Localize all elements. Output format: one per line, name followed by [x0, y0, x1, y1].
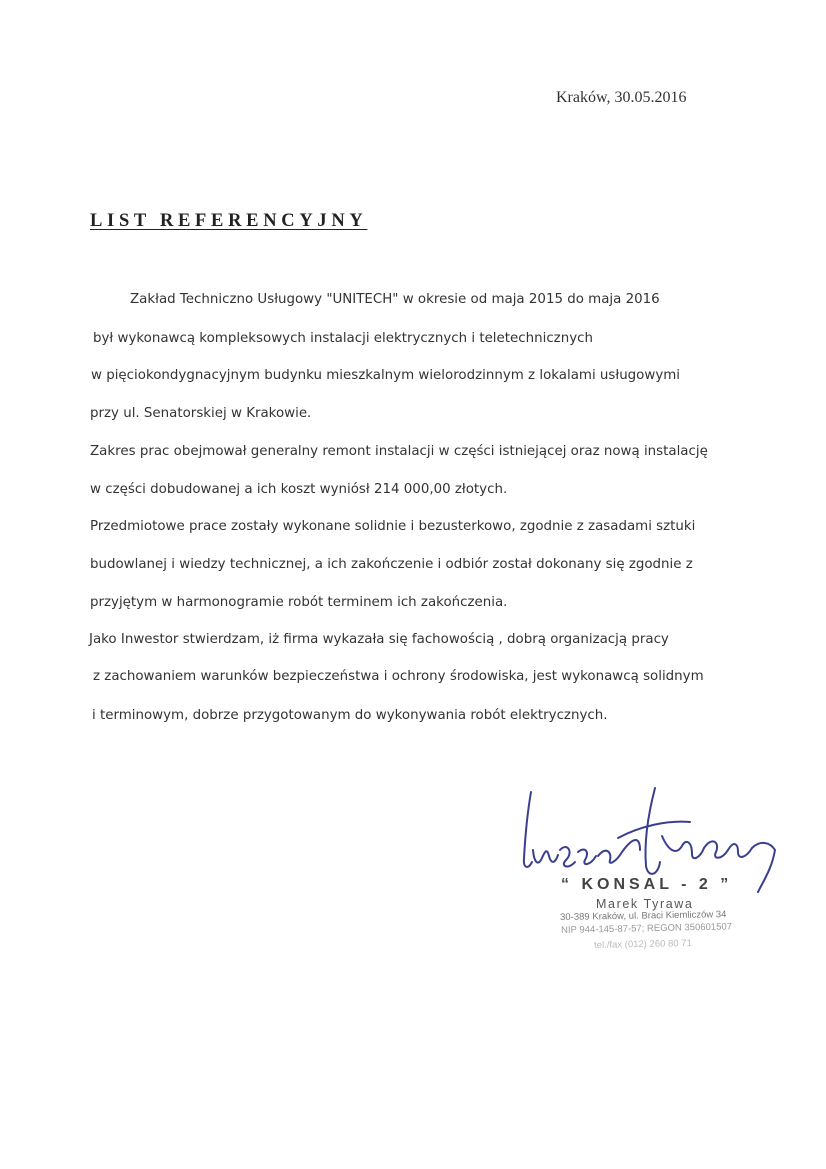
body-line: w części dobudowanej a ich koszt wyniósł 214 000,00 złotych. [90, 482, 508, 497]
body-line: przyjętym w harmonogramie robót terminem ich zakończenia. [90, 595, 508, 610]
stamp-tax-ids: NIP 944-145-87-57; REGON 350601507 [561, 921, 733, 936]
letter-date: Kraków, 30.05.2016 [556, 89, 687, 106]
body-line: Przedmiotowe prace zostały wykonane solidnie i bezusterkowo, zgodnie z zasadami sztuki [90, 519, 696, 534]
body-line: w pięciokondygnacyjnym budynku mieszkalnym wielorodzinnym z lokalami usługowymi [91, 368, 681, 383]
stamp-phone: tel./fax (012) 260 80 71 [594, 937, 692, 951]
body-line: przy ul. Senatorskiej w Krakowie. [90, 406, 312, 421]
letter-title: LIST REFERENCYJNY [90, 211, 368, 231]
body-line: budowlanej i wiedzy technicznej, a ich zakończenie i odbiór został dokonany się zgodnie z [90, 557, 693, 572]
stamp-address: 30-389 Kraków, ul. Braci Kiemliczów 34 [560, 909, 727, 923]
stamp-person-name: Marek Tyrawa [596, 897, 694, 911]
body-line: i terminowym, dobrze przygotowanym do wykonywania robót elektrycznych. [92, 708, 608, 723]
body-line: z zachowaniem warunków bezpieczeństwa i ochrony środowiska, jest wykonawcą solidnym [93, 669, 704, 684]
body-line: Jako Inwestor stwierdzam, iż firma wykazała się fachowością , dobrą organizacją pracy [89, 632, 669, 647]
body-line: Zakres prac obejmował generalny remont instalacji w części istniejącej oraz nową instalację [90, 444, 708, 459]
body-line: Zakład Techniczno Usługowy "UNITECH" w okresie od maja 2015 do maja 2016 [130, 292, 660, 307]
body-line: był wykonawcą kompleksowych instalacji elektrycznych i teletechnicznych [93, 331, 593, 346]
stamp-company-name: “ KONSAL - 2 ” [561, 876, 733, 893]
